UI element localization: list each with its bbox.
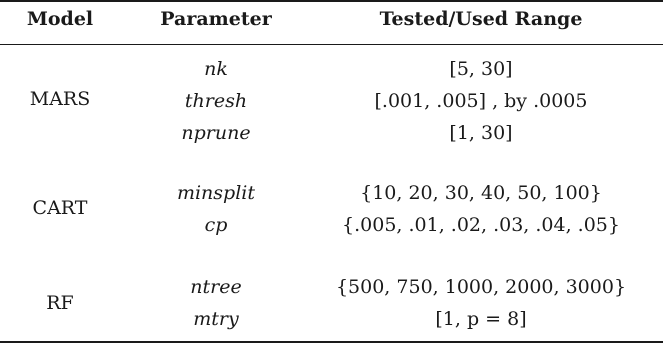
param-nprune: nprune [181, 122, 251, 144]
param-cp: cp [204, 214, 228, 236]
range-minsplit: {10, 20, 30, 40, 50, 100} [360, 182, 602, 204]
table-top-rule [0, 0, 663, 2]
header-rule [0, 44, 663, 45]
range-cp: {.005, .01, .02, .03, .04, .05} [342, 214, 620, 236]
range-nk: [5, 30] [449, 58, 513, 80]
header-model: Model [26, 8, 94, 30]
range-thresh: [.001, .005] , by .0005 [374, 90, 588, 112]
param-mtry: mtry [193, 308, 239, 330]
range-ntree: {500, 750, 1000, 2000, 3000} [335, 276, 627, 298]
header-parameter: Parameter [160, 8, 272, 30]
range-nprune: [1, 30] [449, 122, 513, 144]
model-rf: RF [46, 292, 74, 314]
header-range: Tested/Used Range [379, 8, 583, 30]
param-ntree: ntree [190, 276, 242, 298]
param-minsplit: minsplit [176, 182, 256, 204]
param-nk: nk [204, 58, 228, 80]
model-mars: MARS [29, 88, 91, 110]
table-bottom-rule [0, 341, 663, 343]
param-thresh: thresh [184, 90, 248, 112]
model-cart: CART [32, 197, 88, 219]
range-mtry: [1, p = 8] [435, 308, 527, 330]
